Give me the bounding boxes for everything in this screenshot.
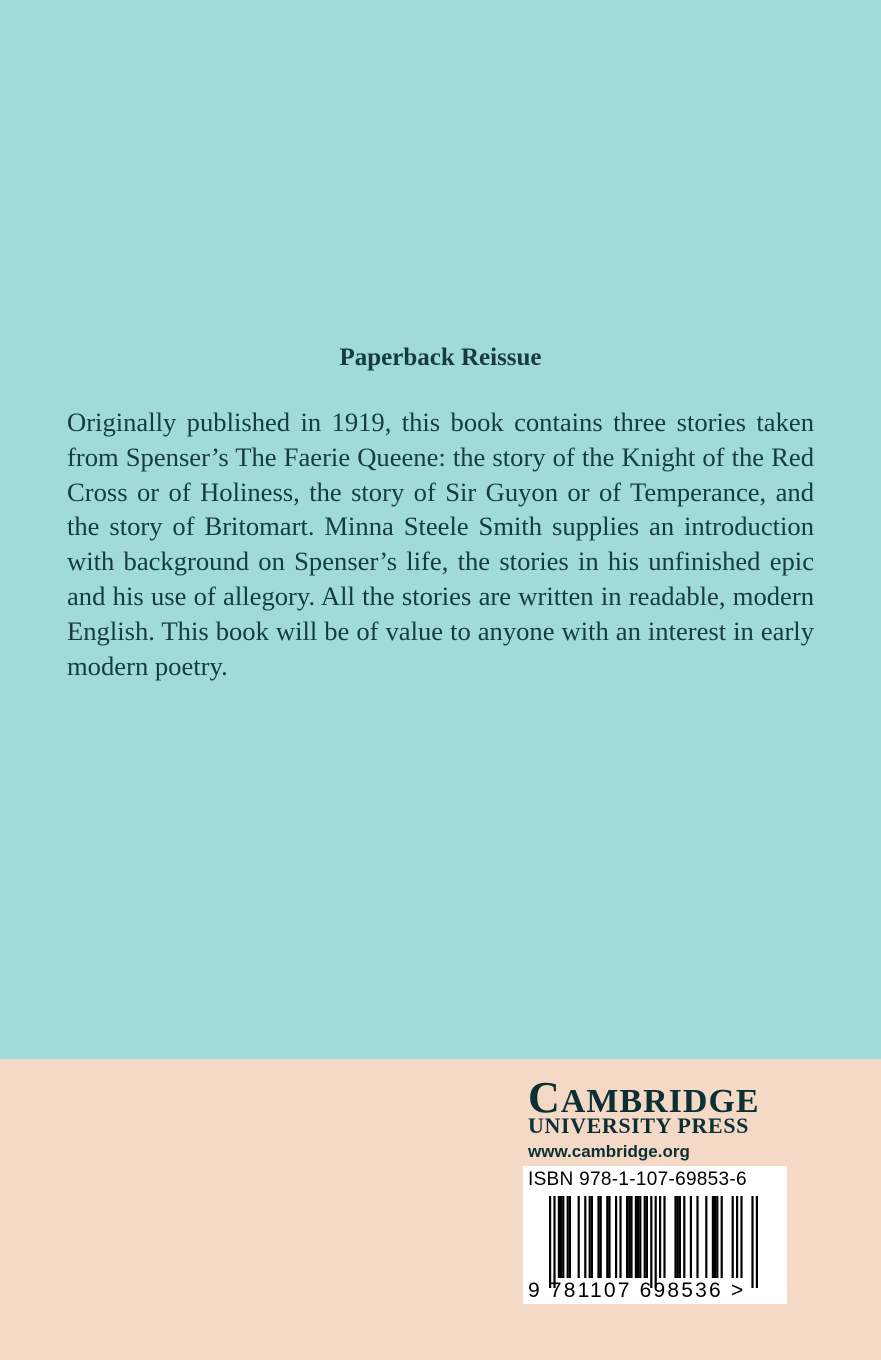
barcode-bar (696, 1196, 698, 1278)
section-heading: Paperback Reissue (339, 344, 542, 371)
barcode-bar (716, 1196, 718, 1278)
barcode-bar (549, 1196, 551, 1288)
barcode-bar (705, 1196, 707, 1278)
barcode-bar (751, 1196, 753, 1288)
barcode-bar (736, 1196, 738, 1278)
barcode-bar (740, 1196, 742, 1278)
barcode-bar (606, 1196, 608, 1278)
barcode-bar (712, 1196, 714, 1278)
barcode-bar (637, 1196, 639, 1278)
barcode-bar (663, 1196, 665, 1278)
barcode-bar (615, 1196, 617, 1278)
barcode-bar (677, 1196, 679, 1278)
barcode-bar (674, 1196, 676, 1278)
barcode-bar (639, 1196, 641, 1278)
publisher-subtitle: UNIVERSITY PRESS (528, 1113, 749, 1138)
barcode-bar (597, 1196, 599, 1278)
publisher-name-rest: AMBRIDGE (560, 1083, 760, 1120)
barcode-bar (644, 1196, 646, 1278)
barcode-bar (655, 1196, 657, 1288)
barcode-bar (608, 1196, 610, 1278)
publisher-name-initial: C (528, 1073, 561, 1122)
barcode-bar (659, 1196, 661, 1278)
barcode-bar (558, 1196, 560, 1278)
barcode-bar (732, 1196, 734, 1278)
barcode-bar (646, 1196, 648, 1278)
barcode-bar (721, 1196, 723, 1278)
barcode-bar (560, 1196, 562, 1278)
isbn-label: ISBN 978-1-107-69853-6 (528, 1169, 747, 1190)
barcode-bar (591, 1196, 593, 1278)
barcode-panel (523, 1166, 787, 1304)
barcode-bar (562, 1196, 564, 1278)
barcode-digits: 9 781107 698536 > (528, 1279, 746, 1302)
barcode-bar (569, 1196, 571, 1278)
barcode-bar (679, 1196, 681, 1278)
barcode-bar (553, 1196, 555, 1288)
barcode-bar (584, 1196, 586, 1278)
barcode-bar (690, 1196, 692, 1278)
barcode-bar (626, 1196, 628, 1278)
barcode-bar (630, 1196, 632, 1278)
book-description: Originally published in 1919, this book contains three stories taken from Spenser’s The Faerie Queene: the story of the Knight of the Red Cross or of Holiness, the story of Sir Guyon or of Temperance, and the story of Britomart. Minna Steele Smith supplies an introduction with background on Spenser’s life, the stories in his unfinished epic and his use of allegory. All the stories are written in readable, modern English. This book will be of value to anyone with an interest in early modern poetry. (67, 407, 814, 681)
barcode-bar (756, 1196, 758, 1288)
barcode-bar (650, 1196, 652, 1288)
barcode-bar (578, 1196, 580, 1278)
barcode-bar (635, 1196, 637, 1278)
barcode-bar (619, 1196, 621, 1278)
barcode-bar (683, 1196, 685, 1278)
publisher-url: www.cambridge.org (528, 1142, 690, 1161)
barcode-bar (628, 1196, 630, 1278)
barcode-bar (567, 1196, 569, 1278)
barcode-bar (714, 1196, 716, 1278)
barcode-bar (600, 1196, 602, 1278)
barcode-bar (589, 1196, 591, 1278)
